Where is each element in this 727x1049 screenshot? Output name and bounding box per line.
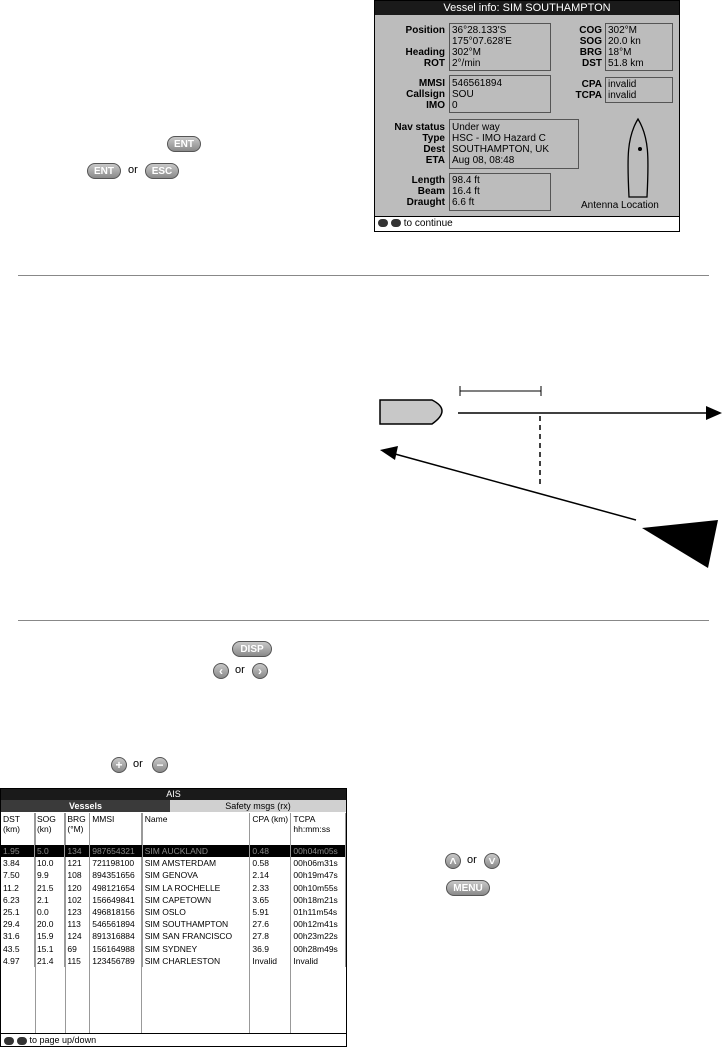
table-cell: 0.48 xyxy=(250,845,291,857)
ent-button-2[interactable]: ENT xyxy=(87,163,121,179)
table-cell: 121 xyxy=(65,857,90,869)
table-cell: 5.91 xyxy=(250,906,291,918)
ais-table-panel xyxy=(0,788,347,1047)
table-cell: 20.0 xyxy=(34,918,64,930)
left-arrow-button[interactable]: ‹ xyxy=(213,663,229,679)
col-cpa[interactable]: CPA (km) xyxy=(250,813,291,845)
table-cell: 00h28m49s xyxy=(291,943,346,955)
table-row[interactable] xyxy=(1,943,346,955)
tab-vessels[interactable]: Vessels xyxy=(1,800,170,812)
table-cell: 2.1 xyxy=(34,894,64,906)
draught-label: Draught xyxy=(406,197,445,208)
table-cell: 134 xyxy=(65,845,90,857)
type-value: HSC - IMO Hazard C xyxy=(452,133,546,144)
arrow-right-icon xyxy=(706,406,722,420)
table-cell: 1.95 xyxy=(1,845,34,857)
callsign-value: SOU xyxy=(452,89,474,100)
table-cell: 15.1 xyxy=(34,943,64,955)
table-cell: 498121654 xyxy=(90,882,143,894)
table-cell: 15.9 xyxy=(34,930,64,942)
table-cell: 5.0 xyxy=(34,845,64,857)
table-cell: 00h12m41s xyxy=(291,918,346,930)
table-row[interactable] xyxy=(1,882,346,894)
tab-safety-msgs[interactable]: Safety msgs (rx) xyxy=(170,800,346,812)
table-cell: 115 xyxy=(65,955,90,967)
position-lat: 36°28.133'S xyxy=(452,25,507,36)
tcpa-label: TCPA xyxy=(575,90,602,101)
table-cell: 123456789 xyxy=(90,955,143,967)
esc-mini-icon xyxy=(391,219,401,227)
table-cell: 9.9 xyxy=(34,869,64,881)
table-cell: 11.2 xyxy=(1,882,34,894)
table-cell: 496818156 xyxy=(90,906,143,918)
table-cell: 0.0 xyxy=(34,906,64,918)
dst-label: DST xyxy=(582,58,602,69)
draught-value: 6.6 ft xyxy=(452,197,475,208)
table-cell: SIM SYDNEY xyxy=(142,943,250,955)
table-cell: 36.9 xyxy=(250,943,291,955)
table-cell: SIM GENOVA xyxy=(142,869,250,881)
table-cell: 108 xyxy=(65,869,90,881)
table-row[interactable] xyxy=(1,955,346,967)
type-label: Type xyxy=(422,133,445,144)
table-cell: 00h04m05s xyxy=(291,845,346,857)
table-cell: 27.8 xyxy=(250,930,291,942)
ais-vessel-table xyxy=(1,813,346,967)
table-cell: 156164988 xyxy=(90,943,143,955)
antenna-location-icon xyxy=(638,147,642,151)
target-vessel-icon xyxy=(642,520,718,568)
or-text-2: or xyxy=(235,664,245,676)
table-cell: 120 xyxy=(65,882,90,894)
ent-button[interactable]: ENT xyxy=(167,136,201,152)
sog-label: SOG xyxy=(579,36,602,47)
table-cell: SIM CAPETOWN xyxy=(142,894,250,906)
position-lon: 175°07.628'E xyxy=(452,36,512,47)
dst-value: 51.8 km xyxy=(608,58,644,69)
vessel-info-footer xyxy=(375,216,679,231)
table-row[interactable] xyxy=(1,869,346,881)
length-value: 98.4 ft xyxy=(452,175,480,186)
table-row[interactable] xyxy=(1,930,346,942)
table-cell: SIM AMSTERDAM xyxy=(142,857,250,869)
down-arrow-button[interactable]: ˅ xyxy=(484,853,500,869)
right-arrow-button[interactable]: › xyxy=(252,663,268,679)
table-cell: 31.6 xyxy=(1,930,34,942)
table-cell: 21.5 xyxy=(34,882,64,894)
or-text-4: or xyxy=(467,854,477,866)
table-cell: 27.6 xyxy=(250,918,291,930)
antenna-location-label: Antenna Location xyxy=(581,200,659,211)
or-text: or xyxy=(128,164,138,176)
col-sog[interactable]: SOG (kn) xyxy=(34,813,64,845)
table-cell: 7.50 xyxy=(1,869,34,881)
table-cell: 0.58 xyxy=(250,857,291,869)
col-name[interactable]: Name xyxy=(142,813,250,845)
table-cell: 3.65 xyxy=(250,894,291,906)
cog-label: COG xyxy=(579,25,602,36)
cpa-diagram xyxy=(370,378,722,568)
arrow-left-icon xyxy=(380,446,398,460)
table-cell: 29.4 xyxy=(1,918,34,930)
table-cell: 987654321 xyxy=(90,845,143,857)
col-tcpa[interactable]: TCPA hh:mm:ss xyxy=(291,813,346,845)
heading-label: Heading xyxy=(405,47,445,58)
table-cell: 4.97 xyxy=(1,955,34,967)
table-row[interactable] xyxy=(1,906,346,918)
table-row[interactable] xyxy=(1,857,346,869)
table-cell: SIM CHARLESTON xyxy=(142,955,250,967)
plus-mini-icon xyxy=(4,1037,14,1045)
dest-label: Dest xyxy=(423,144,445,155)
navstatus-label: Nav status xyxy=(394,122,445,133)
col-mmsi[interactable]: MMSI xyxy=(90,813,143,845)
mmsi-label: MMSI xyxy=(418,78,445,89)
minus-mini-icon xyxy=(17,1037,27,1045)
disp-button[interactable]: DISP xyxy=(232,641,272,657)
table-cell: SIM LA ROCHELLE xyxy=(142,882,250,894)
divider-2 xyxy=(18,620,709,621)
table-cell: 2.33 xyxy=(250,882,291,894)
table-row[interactable] xyxy=(1,918,346,930)
cpa-value: invalid xyxy=(608,79,637,90)
table-cell: 01h11m54s xyxy=(291,906,346,918)
vessel-outline-icon xyxy=(623,117,653,201)
ais-footer xyxy=(1,1033,346,1046)
dest-value: SOUTHAMPTON, UK xyxy=(452,144,550,155)
table-cell: SIM OSLO xyxy=(142,906,250,918)
table-cell: SIM AUCKLAND xyxy=(142,845,250,857)
menu-button[interactable]: MENU xyxy=(446,880,490,896)
esc-button[interactable]: ESC xyxy=(145,163,179,179)
table-cell: 00h19m47s xyxy=(291,869,346,881)
table-cell: 2.14 xyxy=(250,869,291,881)
table-cell: Invalid xyxy=(291,955,346,967)
table-cell: 3.84 xyxy=(1,857,34,869)
footer-continue-text: to continue xyxy=(403,218,453,229)
table-cell: 113 xyxy=(65,918,90,930)
col-brg[interactable]: BRG (°M) xyxy=(65,813,90,845)
up-arrow-button[interactable]: ˄ xyxy=(445,853,461,869)
table-header-row xyxy=(1,813,346,845)
table-cell: 10.0 xyxy=(34,857,64,869)
cpa-label: CPA xyxy=(581,79,602,90)
imo-label: IMO xyxy=(426,100,445,111)
cog-value: 302°M xyxy=(608,25,638,36)
brg-value: 18°M xyxy=(608,47,632,58)
table-cell: 21.4 xyxy=(34,955,64,967)
footer-page-text: to page up/down xyxy=(29,1035,97,1045)
sog-value: 20.0 kn xyxy=(608,36,641,47)
table-cell: 123 xyxy=(65,906,90,918)
table-cell: 00h06m31s xyxy=(291,857,346,869)
heading-value: 302°M xyxy=(452,47,482,58)
table-cell: 891316884 xyxy=(90,930,143,942)
table-cell: 69 xyxy=(65,943,90,955)
divider xyxy=(18,275,709,276)
vessel-info-panel xyxy=(374,0,680,232)
rot-value: 2°/min xyxy=(452,58,481,69)
table-cell: Invalid xyxy=(250,955,291,967)
table-cell: 894351656 xyxy=(90,869,143,881)
beam-value: 16.4 ft xyxy=(452,186,480,197)
tcpa-value: invalid xyxy=(608,90,637,101)
own-vessel-icon xyxy=(380,400,442,424)
table-cell: 6.23 xyxy=(1,894,34,906)
mmsi-value: 546561894 xyxy=(452,78,503,89)
imo-value: 0 xyxy=(452,100,458,111)
table-cell: SIM SOUTHAMPTON xyxy=(142,918,250,930)
table-row[interactable] xyxy=(1,894,346,906)
vessel-info-title: Vessel info: SIM SOUTHAMPTON xyxy=(375,1,679,15)
ent-mini-icon xyxy=(378,219,388,227)
or-text-3: or xyxy=(133,758,143,770)
table-cell: 546561894 xyxy=(90,918,143,930)
table-cell: 102 xyxy=(65,894,90,906)
table-cell: SIM SAN FRANCISCO xyxy=(142,930,250,942)
ais-title: AIS xyxy=(1,789,346,800)
table-row[interactable] xyxy=(1,845,346,857)
navstatus-value: Under way xyxy=(452,122,500,133)
minus-button[interactable]: − xyxy=(152,757,168,773)
rot-label: ROT xyxy=(423,58,445,69)
brg-label: BRG xyxy=(579,47,602,58)
table-cell: 25.1 xyxy=(1,906,34,918)
col-dst[interactable]: DST (km) xyxy=(1,813,34,845)
plus-button[interactable]: + xyxy=(111,757,127,773)
table-cell: 721198100 xyxy=(90,857,143,869)
table-cell: 00h10m55s xyxy=(291,882,346,894)
beam-label: Beam xyxy=(417,186,445,197)
table-cell: 00h18m21s xyxy=(291,894,346,906)
table-cell: 43.5 xyxy=(1,943,34,955)
target-course-line xyxy=(395,454,636,520)
length-label: Length xyxy=(411,175,445,186)
table-cell: 00h23m22s xyxy=(291,930,346,942)
eta-label: ETA xyxy=(425,155,445,166)
position-label: Position xyxy=(405,25,445,36)
callsign-label: Callsign xyxy=(406,89,445,100)
table-cell: 156649841 xyxy=(90,894,143,906)
eta-value: Aug 08, 08:48 xyxy=(452,155,515,166)
table-cell: 124 xyxy=(65,930,90,942)
